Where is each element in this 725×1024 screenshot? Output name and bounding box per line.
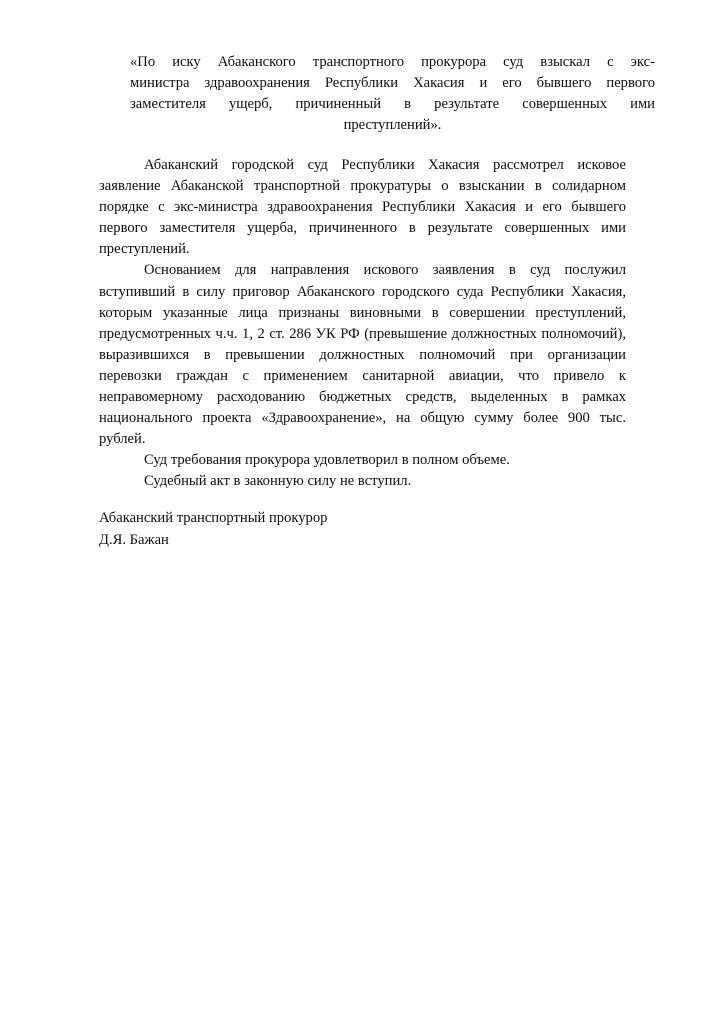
- signatory-name: Д.Я. Бажан: [99, 531, 169, 548]
- title-line-1: «По иску Абаканского транспортного прокурора суд взыскал с экс-: [130, 54, 655, 70]
- title-line-2: министра здравоохранения Республики Хакасия и его бывшего первого: [130, 75, 655, 91]
- body-paragraph-3: Суд требования прокурора удовлетворил в полном объеме.: [144, 452, 510, 469]
- document-body: [99, 155, 626, 493]
- body-paragraph-2: Основанием для направления искового заявления в суд послужил вступивший в силу приговор Абаканского городского суда Республики Хакасия, которым указанные лица признаны виновными в совершении преступлений, предусмотренных ч.ч. 1, 2 ст. 286 УК РФ (превышение должностных полномочий), выразившихся в превышении должностных полномочий при организации перевозки граждан с применением санитарной авиации, что привело к неправомерному расходованию бюджетных средств, выделенных в рамках национального проекта «Здравоохранение», на общую сумму более 900 тыс. рублей.: [99, 262, 626, 448]
- title-line-3: заместителя ущерб, причиненный в результате совершенных ими: [130, 96, 655, 112]
- signature-block: [99, 508, 519, 551]
- title-line-4: преступлений».: [343, 117, 442, 133]
- body-paragraph-4: Судебный акт в законную силу не вступил.: [144, 473, 412, 490]
- body-paragraph-1: Абаканский городской суд Республики Хакасия рассмотрел исковое заявление Абаканской транспортной прокуратуры о взыскании в солидарном порядке с экс-министра здравоохранения Республики Хакасия и его бывшего первого заместителя ущерба, причиненного в результате совершенных ими преступлений.: [99, 157, 626, 258]
- document-title: [130, 52, 655, 136]
- signatory-position: Абаканский транспортный прокурор: [99, 510, 328, 526]
